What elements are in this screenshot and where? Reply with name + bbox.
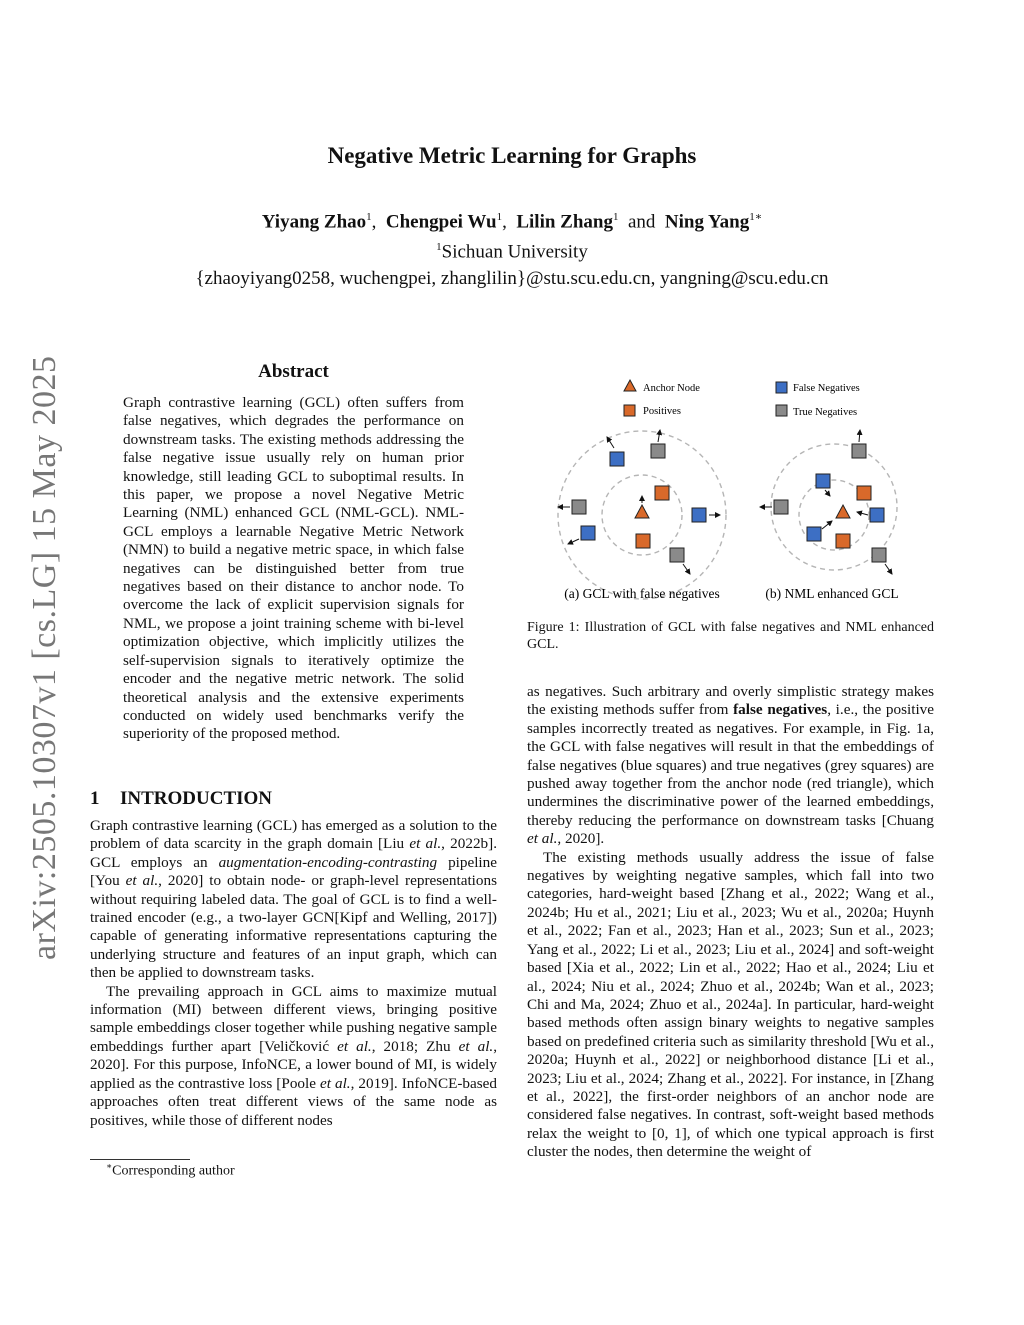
text-run: , 2020] to obtain node- or graph-level representations without requiring labeled data. The goal of GCL is to find a well-trained encoder (e.g., a two-layer GCN[Kipf and Welling, 2017]) capable of generating informative representations capturing the underlying structure and features of an input graph, which can then be applied to downstream tasks. [90,872,497,982]
legend-positive-square-icon [624,405,635,416]
citation-etal: et al. [337,1037,372,1055]
author-separator: , [502,211,507,233]
legend-true-negative-square-icon [776,405,787,416]
true-negative-square-icon [774,500,788,514]
true-negative-square-icon [670,548,684,562]
legend-anchor-label: Anchor Node [643,383,700,394]
text-run: , 2019]. InfoNCE-based approaches often treat different views of the same node as positives, while those of different nodes [90,1074,498,1129]
right-column-text [527,683,934,1162]
author-and: and [627,211,656,233]
true-negative-square-icon [852,444,866,458]
bold-term: false negatives [733,701,828,719]
text-run: , 2020]. For this purpose, InfoNCE, a lower bound of MI, is widely applied as the contrastive loss [Poole [90,1037,498,1092]
citation-etal: et al. [320,1074,351,1092]
citation-etal: et al. [527,830,558,848]
figure-caption: Figure 1: Illustration of GCL with false negatives and NML enhanced GCL. [527,620,934,652]
citation-etal: et al. [458,1037,494,1055]
false-negative-square-icon [610,452,624,466]
positive-node-square-icon [636,534,650,548]
true-negative-square-icon [572,500,586,514]
true-negative-square-icon [872,548,886,562]
author-affiliation-mark: 1 [366,211,372,223]
author-name: Chengpei Wu [385,211,497,233]
paragraph [90,983,497,1130]
subcaption-b: (b) NML enhanced GCL [765,586,899,601]
false-negative-square-icon [816,474,830,488]
text-run: , 2020]. [557,830,605,848]
false-negative-square-icon [692,508,706,522]
text-run: , 2022b]. GCL employs an [90,835,498,871]
citation-etal: et al. [125,872,159,890]
true-negative-square-icon [651,444,665,458]
footnote-text: Corresponding author [112,1163,235,1179]
figure-1 [552,372,922,612]
affiliation-name: Sichuan University [441,241,588,263]
legend-false-negative-square-icon [776,382,787,393]
abstract-heading: Abstract [258,361,329,382]
footnote-rule [90,1159,190,1160]
author-name: Yiyang Zhao [261,211,367,233]
legend [624,380,860,418]
legend-true-negative-label: True Negatives [793,407,858,418]
text-run: pipeline [You [90,853,497,890]
affiliation [0,241,1024,263]
emphasis: augmentation-encoding-contrasting [218,853,438,871]
text-run: , 2018; Zhu [371,1037,459,1055]
legend-positive-label: Positives [643,406,681,417]
text-run: Graph contrastive learning (GCL) has emerged as a solution to the problem of data scarcity in the graph domain [Liu [90,817,497,853]
paragraph [527,683,934,849]
author-affiliation-mark: 1∗ [749,211,763,223]
author-list [0,210,1024,233]
abstract-body: Graph contrastive learning (GCL) often suffers from false negatives, which degrades the performance on downstream tasks. The existing methods addressing the false negative issue usually rely on human prior knowledge, still leading GCL to suboptimal results. In this paper, we propose a novel Negative Metric Learning (NML) enhanced GCL (NML-GCL). NML-GCL employs a learnable Negative Metric Network (NMN) to build a negative metric space, in which false negatives can be distinguished better from true negatives based on their distance to anchor node. To overcome the lack of explicit supervision signals for NML, we propose a joint training scheme with bi-level optimization objective, which implicitly utilizes the self-supervision signals to iteratively optimize the encoder and the negative metric network. The solid theoretical analysis and the extensive experiments conducted on widely used benchmarks verify the superiority of the proposed method. [123,394,464,743]
positive-node-square-icon [655,486,669,500]
left-column-text [90,817,497,1130]
section-heading-introduction [90,788,272,810]
author-name: Lilin Zhang [516,211,613,233]
author-emails: {zhaoyiyang0258, wuchengpei, zhanglilin}@stu.scu.edu.cn, yangning@scu.edu.cn [195,268,829,289]
positive-node-square-icon [857,486,871,500]
legend-anchor-triangle-icon [624,380,636,391]
paper-title: Negative Metric Learning for Graphs [327,143,697,168]
affiliation-mark: 1 [436,241,442,253]
author-affiliation-mark: 1 [496,211,503,223]
false-negative-square-icon [581,526,595,540]
arxiv-identifier: arXiv:2505.10307v1 [cs.LG] 15 May 2025 [26,355,63,960]
citation-etal: et al. [409,835,442,853]
false-negative-square-icon [807,527,821,541]
footnote-mark: ∗ [106,1161,113,1171]
text-run: The prevailing approach in GCL aims to maximize mutual information (MI) between different views, bringing positive sample embeddings closer together while pushing negative sample embeddings further apart [Veličković [90,982,497,1055]
subcaption-a: (a) GCL with false negatives [564,586,720,601]
legend-false-negative-label: False Negatives [793,383,860,394]
anchor-node-triangle-icon [836,505,850,518]
panel-b-diagram [760,430,897,574]
section-title: INTRODUCTION [120,788,273,809]
text-run: as negatives. Such arbitrary and overly simplistic strategy makes the existing methods suffer from [527,683,934,719]
paragraph [90,817,497,983]
text-run: , i.e., the positive samples incorrectly treated as negatives. For example, in Fig. 1a, the GCL with false negatives will result in that the embeddings of false negatives (blue squares) and true negatives (grey squares) are pushed away together from the anchor node (red triangle), which undermines the discriminative power of the learned embeddings, thereby reducing the performance on downstream tasks [Chuang [527,701,935,829]
author-affiliation-mark: 1 [612,211,619,223]
false-negative-square-icon [870,508,884,522]
anchor-node-triangle-icon [635,505,649,518]
panel-a-diagram [558,430,726,599]
positive-node-square-icon [836,534,850,548]
paragraph: The existing methods usually address the issue of false negatives by weighting negative samples, which fall into two categories, hard-weight based [Zhang et al., 2022; Wang et al., 2024b; Hu et al., 2021; Liu et al., 2023; Wu et al., 2020a; Huynh et al., 2022; Fan et al., 2023; Han et al., 2023; Sun et al., 2023; Yang et al., 2022; Li et al., 2023; Liu et al., 2024] and soft-weight based [Xia et al., 2022; Lin et al., 2022; Hao et al., 2024; Liu et al., 2024; Niu et al., 2024; Zhuo et al., 2024b; Wan et al., 2023; Chi and Ma, 2024; Zhuo et al., 2024a]. In particular, hard-weight based methods often assign binary weights to negative samples based on predefined criteria such as similarity threshold [Wu et al., 2020a; Huynh et al., 2022] or neighborhood distance [Li et al., 2023; Liu et al., 2024; Zhang et al., 2022]. For instance, in [Zhang et al., 2022], the first-order neighbors of an anchor node are considered false negatives. In contrast, soft-weight based methods relax the weight to [0, 1], of which one typical approach is first cluster the nodes, then determine the weight of [527,848,934,1161]
footnote [106,1161,235,1180]
author-separator: , [371,211,377,233]
section-number: 1 [90,788,100,809]
author-name: Ning Yang [664,211,750,233]
